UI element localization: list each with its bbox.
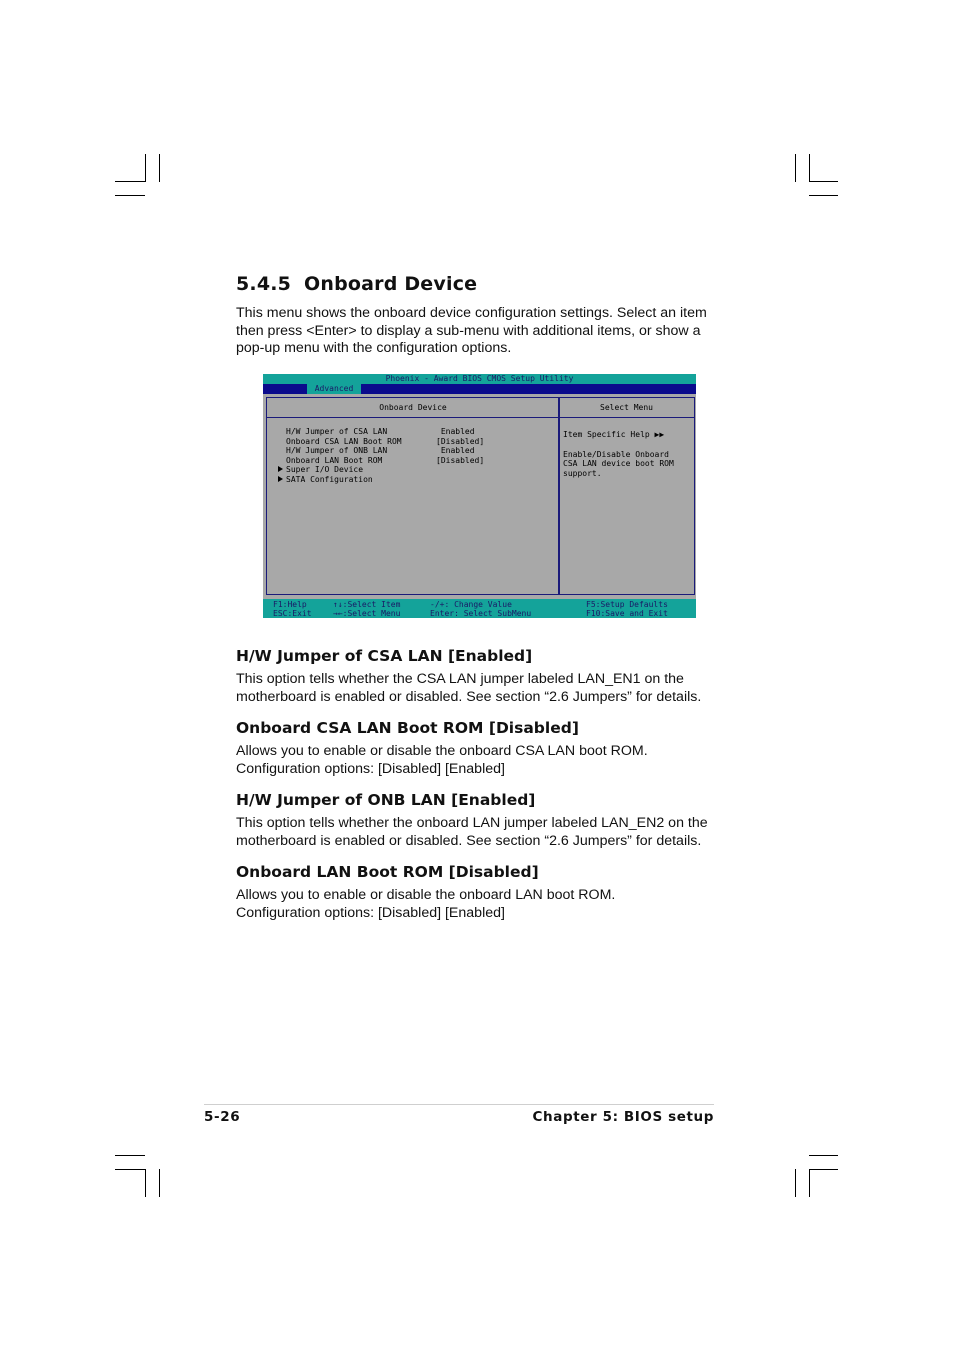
section-number: 5.4.5 bbox=[236, 273, 292, 295]
item-label: H/W Jumper of ONB LAN bbox=[286, 446, 388, 455]
crop-mark bbox=[809, 195, 838, 196]
option-description bbox=[236, 671, 716, 706]
item-label: Onboard LAN Boot ROM bbox=[286, 455, 383, 465]
bios-screenshot bbox=[263, 374, 696, 618]
description-line: motherboard is enabled or disabled. See section “2.6 Jumpers” for details. bbox=[236, 688, 702, 705]
option-heading: Onboard CSA LAN Boot ROM [Disabled] bbox=[236, 719, 579, 737]
bios-menu-bar bbox=[263, 384, 696, 394]
description-line: Configuration options: [Disabled] [Enabled] bbox=[236, 760, 505, 777]
item-value: Enabled bbox=[436, 446, 475, 455]
crop-mark bbox=[115, 1169, 145, 1170]
footer-divider bbox=[204, 1104, 714, 1105]
crop-mark bbox=[145, 154, 146, 182]
option-heading: H/W Jumper of CSA LAN [Enabled] bbox=[236, 647, 533, 665]
key-setup-defaults: F5:Setup Defaults bbox=[586, 600, 668, 609]
item-label: SATA Configuration bbox=[286, 474, 373, 484]
crop-mark bbox=[809, 1169, 838, 1170]
intro-paragraph bbox=[236, 305, 716, 358]
item-value: [Disabled] bbox=[436, 455, 485, 465]
bios-item-onb-lan-jumper[interactable] bbox=[286, 446, 475, 456]
bios-settings-pane bbox=[266, 397, 560, 595]
pane-header: Select Menu bbox=[559, 398, 694, 418]
intro-line: pop-up menu with the configuration options. bbox=[236, 340, 512, 357]
key-save-exit: F10:Save and Exit bbox=[586, 609, 668, 618]
key-help: F1:Help bbox=[273, 600, 307, 609]
help-line: CSA LAN device boot ROM bbox=[563, 459, 674, 468]
description-line: Allows you to enable or disable the onboard CSA LAN boot ROM. bbox=[236, 743, 648, 759]
option-description bbox=[236, 815, 716, 850]
description-line: Configuration options: [Disabled] [Enabled] bbox=[236, 904, 505, 921]
crop-mark bbox=[159, 1169, 160, 1197]
page-number: 5-26 bbox=[204, 1109, 241, 1125]
bios-help-pane bbox=[558, 397, 695, 595]
option-description bbox=[236, 887, 716, 922]
crop-mark bbox=[115, 1155, 145, 1156]
section-title bbox=[236, 273, 477, 295]
key-change-value: -/+: Change Value bbox=[430, 600, 512, 609]
key-select-item: ↑↓:Select Item bbox=[333, 600, 401, 609]
crop-mark bbox=[115, 181, 145, 182]
option-heading: H/W Jumper of ONB LAN [Enabled] bbox=[236, 791, 536, 809]
help-line: support. bbox=[563, 468, 602, 478]
chapter-label: Chapter 5: BIOS setup bbox=[532, 1109, 714, 1125]
crop-mark bbox=[145, 1169, 146, 1197]
item-value: [Disabled] bbox=[436, 436, 485, 446]
crop-mark bbox=[809, 1169, 810, 1197]
intro-line: This menu shows the onboard device configuration settings. Select an item bbox=[236, 305, 707, 321]
help-line: Enable/Disable Onboard bbox=[563, 449, 669, 459]
crop-mark bbox=[795, 1169, 796, 1197]
submenu-arrow-icon bbox=[278, 466, 283, 472]
bios-item-csa-lan-jumper[interactable] bbox=[286, 427, 475, 437]
crop-mark bbox=[795, 154, 796, 182]
help-title: Item Specific Help ▶▶ bbox=[563, 430, 665, 439]
crop-mark bbox=[809, 154, 810, 182]
crop-mark bbox=[809, 181, 838, 182]
bios-item-sata-configuration[interactable] bbox=[286, 475, 373, 485]
option-description bbox=[236, 743, 716, 778]
item-label: Onboard CSA LAN Boot ROM bbox=[286, 436, 402, 446]
intro-line: then press <Enter> to display a sub-menu with additional items, or show a bbox=[236, 322, 701, 339]
key-exit: ESC:Exit bbox=[273, 609, 312, 618]
bios-item-csa-lan-boot-rom[interactable] bbox=[286, 437, 484, 447]
section-title-text: Onboard Device bbox=[304, 273, 478, 295]
bios-key-legend bbox=[263, 599, 696, 618]
bios-item-lan-boot-rom[interactable] bbox=[286, 456, 484, 466]
submenu-arrow-icon bbox=[278, 476, 283, 482]
crop-mark bbox=[809, 1155, 838, 1156]
description-line: motherboard is enabled or disabled. See section “2.6 Jumpers” for details. bbox=[236, 832, 702, 849]
description-line: This option tells whether the CSA LAN jumper labeled LAN_EN1 on the bbox=[236, 671, 684, 687]
key-select-menu: →←:Select Menu bbox=[333, 609, 401, 618]
bios-title-bar: Phoenix - Award BIOS CMOS Setup Utility bbox=[263, 374, 696, 384]
item-value: Enabled bbox=[436, 427, 475, 436]
description-line: Allows you to enable or disable the onboard LAN boot ROM. bbox=[236, 887, 616, 903]
pane-header: Onboard Device bbox=[267, 398, 559, 418]
key-select-submenu: Enter: Select SubMenu bbox=[430, 609, 532, 618]
tab-advanced[interactable]: Advanced bbox=[307, 384, 361, 394]
bios-item-super-io-device[interactable] bbox=[286, 465, 363, 475]
crop-mark bbox=[159, 154, 160, 182]
item-label: H/W Jumper of CSA LAN bbox=[286, 427, 388, 436]
option-heading: Onboard LAN Boot ROM [Disabled] bbox=[236, 863, 539, 881]
crop-mark bbox=[115, 195, 145, 196]
item-label: Super I/O Device bbox=[286, 465, 364, 474]
description-line: This option tells whether the onboard LAN jumper labeled LAN_EN2 on the bbox=[236, 815, 708, 831]
